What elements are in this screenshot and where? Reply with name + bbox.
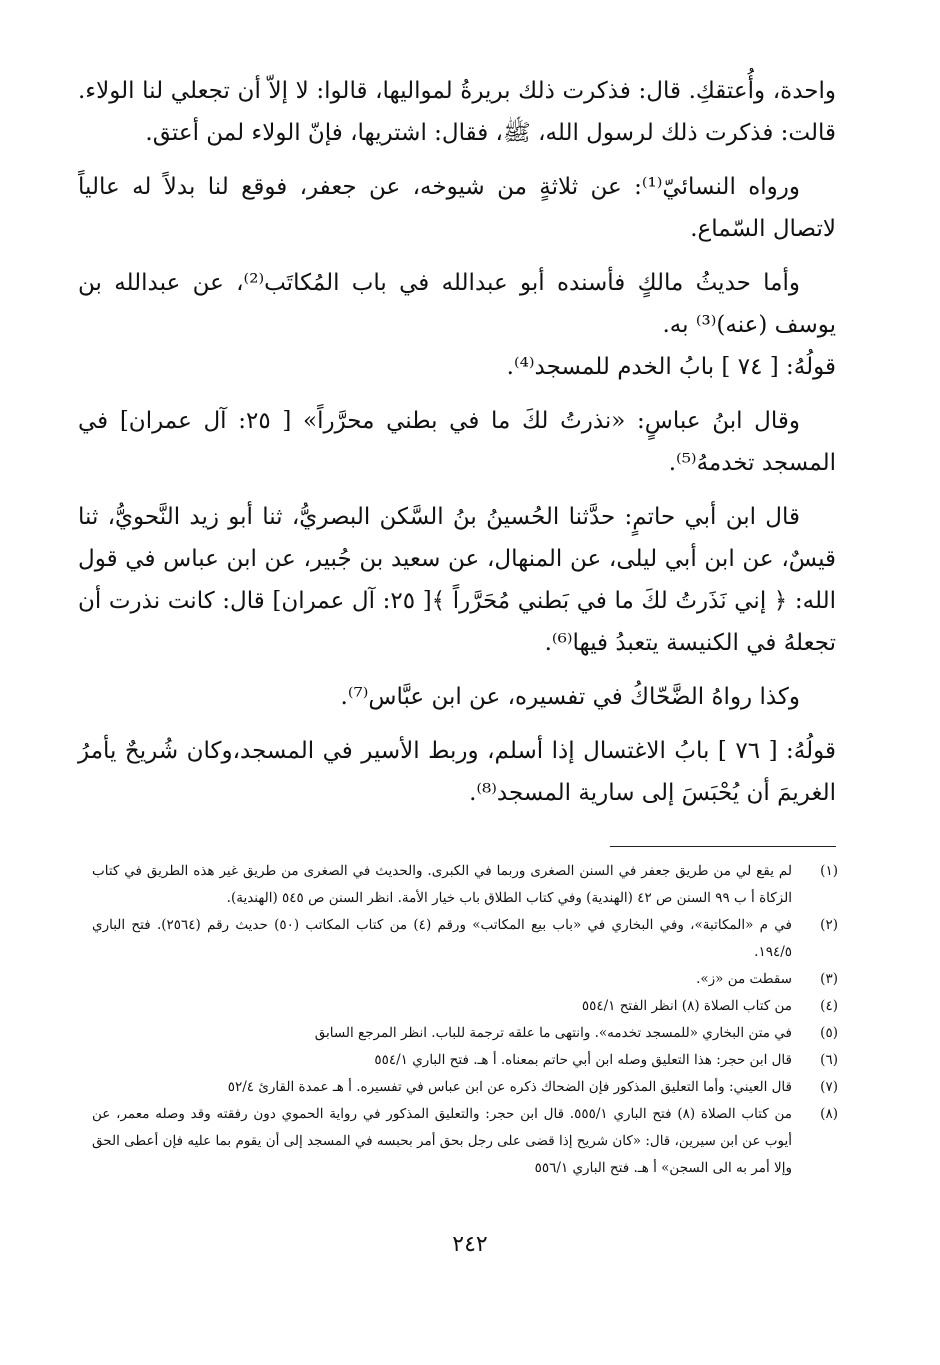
footnote [92, 912, 838, 966]
footnote-number: (٢) [820, 917, 838, 933]
footnote [92, 1101, 838, 1182]
paragraph-4: وقال ابنُ عباسٍ: «نذرتُ لكَ ما في بطني محرَّراً» [ ٢٥: آل عمران] في المسجد تخدمهُ⁽⁵⁾. [78, 408, 836, 476]
footnote-number: (١) [820, 863, 838, 879]
footnote [92, 1020, 838, 1047]
footnote-number: (٧) [820, 1079, 838, 1095]
footnote-number: (٤) [820, 998, 838, 1014]
paragraph-3: وأما حديثُ مالكٍ فأسنده أبو عبدالله في باب المُكاتَب⁽²⁾، عن عبدالله بن يوسف (عنه)⁽³⁾ به. [78, 270, 836, 338]
main-text [78, 70, 836, 826]
footnote [92, 858, 838, 912]
footnote [92, 993, 838, 1020]
footnote-text: سقطت من «ز». [696, 971, 792, 987]
footnote-number: (٨) [820, 1106, 838, 1122]
footnote [92, 1047, 838, 1074]
footnote-text: من كتاب الصلاة (٨) فتح الباري ٥٥٥/١. قال ابن حجر: والتعليق المذكور في رواية الحموي دون رفقته وقد وصله معمر، عن أيوب عن ابن سيرين، قال: «كان شريح إذا قضى على رجل بحق أمر بحبسه في المسجد إلى أن يقوم بما عليه فإن أعطى الحق وإلا أمر به الى السجن» أ هـ. فتح الباري ٥٥٦/١ [92, 1106, 792, 1176]
footnote-text: قال العيني: وأما التعليق المذكور فإن الضحاك ذكره عن ابن عباس في تفسيره. أ هـ عمدة القارئ ٥٢/٤ [227, 1079, 792, 1095]
footnote-divider [610, 846, 836, 847]
section-heading-76: قولُهُ: [ ٧٦ ] بابُ الاغتسال إذا أسلم، وربط الأسير في المسجد،وكان شُريحٌ يأمرُ الغريمَ أن يُحْبَسَ إلى سارية المسجد⁽⁸⁾. [78, 738, 837, 806]
footnote-text: من كتاب الصلاة (٨) انظر الفتح ٥٥٤/١ [581, 998, 792, 1014]
footnote-text: قال ابن حجر: هذا التعليق وصله ابن أبي حاتم بمعناه. أ هـ. فتح الباري ٥٥٤/١ [374, 1052, 792, 1068]
footnote-text: لم يقع لي من طريق جعفر في السنن الصغرى وربما في الكبرى. والحديث في الصغرى من طريق غير هذه الطريق في كتاب الزكاة أ ب ٩٩ السنن ص ٤٢ (الهندية) وفي كتاب الطلاق باب خيار الأمة. انظر السنن ص ٥٤٥ (الهندية). [92, 863, 792, 906]
paragraph-5: قال ابن أبي حاتمٍ: حدَّثنا الحُسينُ بنُ السَّكن البصريُّ، ثنا أبو زيد النَّحويُّ، ثنا قيسٌ، عن ابن أبي ليلى، عن المنهال، عن سعيد بن جُبير، عن ابن عباس في قول الله: ﴿ إني نَذَرتُ لكَ ما في بَطني مُحَرَّراً ﴾[ ٢٥: آل عمران] قال: كانت نذرت أن تجعلهُ في الكنيسة يتعبدُ فيها⁽⁶⁾. [78, 504, 836, 656]
footnote-text: في م «المكاتبة»، وفي البخاري في «باب بيع المكاتب» ورقم (٤) من كتاب المكاتب (٥٠) حديث رقم (٢٥٦٤). فتح الباري ١٩٤/٥. [92, 917, 792, 960]
footnote [92, 1074, 838, 1101]
footnote-number: (٦) [820, 1052, 838, 1068]
paragraph-6: وكذا رواهُ الضَّحّاكُ في تفسيره، عن ابن عبَّاس⁽⁷⁾. [340, 684, 800, 710]
footnote-text: في متن البخاري «للمسجد تخدمه». وانتهى ما علقه ترجمة للباب. انظر المرجع السابق [314, 1025, 792, 1041]
footnote-number: (٣) [820, 971, 838, 987]
section-heading-74: قولُهُ: [ ٧٤ ] بابُ الخدم للمسجد⁽⁴⁾. [506, 354, 836, 380]
footnote [92, 966, 838, 993]
paragraph-2: ورواه النسائيّ⁽¹⁾: عن ثلاثةٍ من شيوخه، عن جعفر، فوقع لنا بدلاً له عالياً لاتصال السّماع. [78, 174, 836, 242]
footnotes [92, 858, 838, 1182]
page-number: ٢٤٢ [452, 1232, 488, 1257]
paragraph-1: واحدة، وأُعتقكِ. قال: فذكرت ذلك بريرةُ لمواليها، قالوا: لا إلاّ أن تجعلي لنا الولاء. قالت: فذكرت ذلك لرسول الله، ﷺ، فقال: اشتريها، فإنّ الولاء لمن أعتق. [78, 78, 836, 146]
footnote-number: (٥) [820, 1025, 838, 1041]
